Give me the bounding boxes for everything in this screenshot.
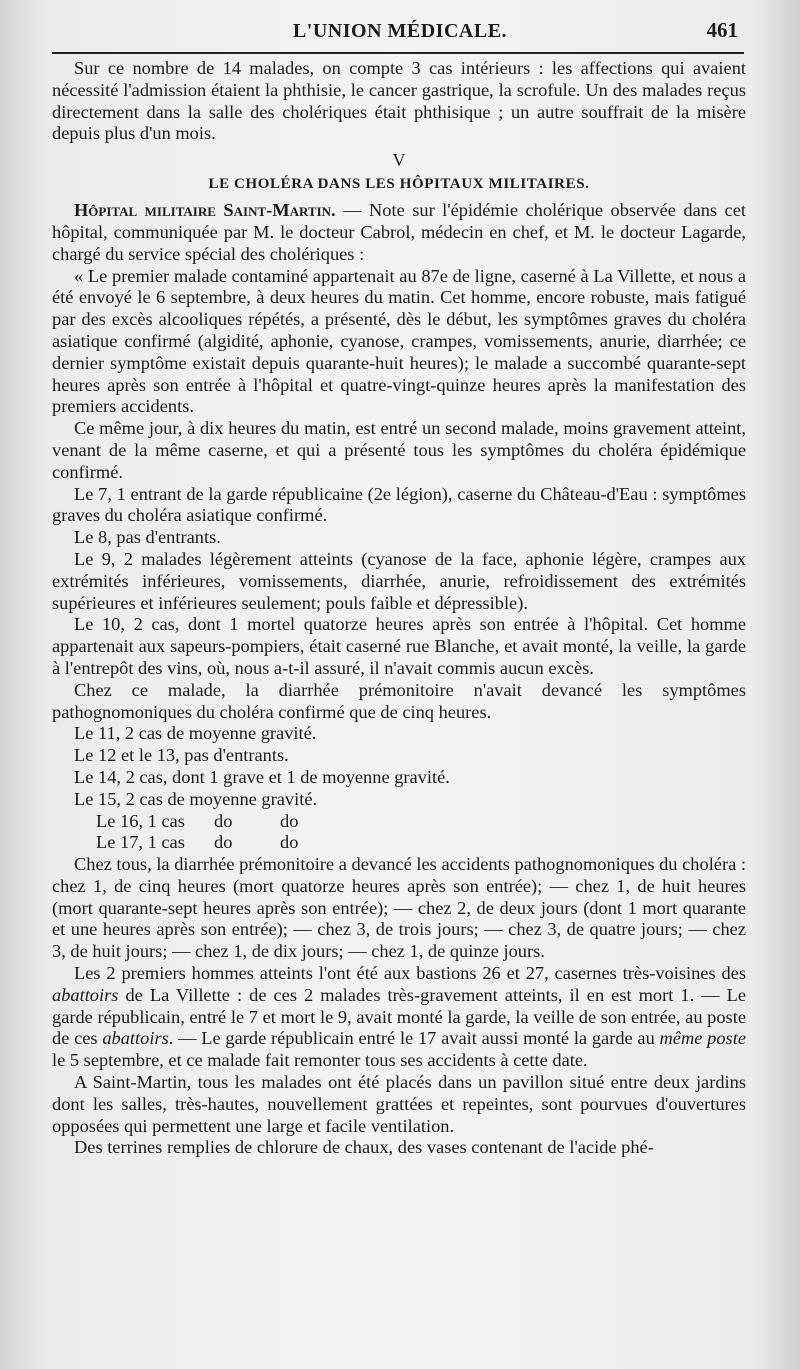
daily-entry: Le 14, 2 cas, dont 1 grave et 1 de moyenne gravité. <box>74 766 450 787</box>
hospital-name: Hôpital militaire Saint-Martin. <box>74 200 336 221</box>
italic-term: même poste <box>659 1028 746 1049</box>
paragraph <box>52 963 746 1072</box>
italic-term: abattoirs <box>52 984 119 1005</box>
paragraph: Le 9, 2 malades légèrement atteints (cyanose de la face, aphonie légère, crampes aux extrémités inférieures, vomissements, diarrhée, anurie, refroidissement des extrémités supérieures et inférieures seulement; pouls faible et dépressible). <box>52 548 746 613</box>
paragraph: Chez ce malade, la diarrhée prémonitoire n'avait devancé les symptômes pathognomoniques du choléra confirmé que de cinq heures. <box>52 679 746 722</box>
text-run: de La Villette : de ces 2 malades très-gravement atteints, il en est mort 1. — Le garde républicain, entré le 7 et mort le 9, avait monté la garde, la veille de son entrée, au poste de ces <box>52 984 746 1049</box>
paragraph: Le 10, 2 cas, dont 1 mortel quatorze heures après son entrée à l'hôpital. Cet homme appartenait aux sapeurs-pompiers, était caserné rue Blanche, et avait monté, la veille, la garde à l'entrepôt des vins, où, nous a-t-il assuré, il n'avait commis aucun excès. <box>52 614 746 678</box>
paragraph: Le 7, 1 entrant de la garde républicaine (2e légion), caserne du Château-d'Eau : symptômes graves du choléra asiatique confirmé. <box>52 483 746 526</box>
section-title: LE CHOLÉRA DANS LES HÔPITAUX MILITAIRES. <box>208 176 590 193</box>
paragraph: Des terrines remplies de chlorure de chaux, des vases contenant de l'acide phé- <box>74 1137 654 1158</box>
ditto-mark: do <box>214 832 233 853</box>
daily-entry: Le 15, 2 cas de moyenne gravité. <box>74 788 318 809</box>
paragraph: « Le premier malade contaminé appartenait au 87e de ligne, caserné à La Villette, et nous a été envoyé le 6 septembre, à deux heures du matin. Cet homme, encore robuste, mais fatigué par des excès alcooliques répétés, a présenté, dès le début, les symptômes graves du choléra asiatique confirmé (algidité, aphonie, cyanose, crampes, vomissements, anurie, diarrhée; ce dernier symptôme existait depuis quarante-huit heures); le malade a succombé quarante-sept heures après son entrée à l'hôpital et quatre-vingt-quinze heures après la manifestation des premiers accidents. <box>52 265 746 417</box>
text-run: le 5 septembre, et ce malade fait remonter tous ses accidents à cette date. <box>52 1050 588 1071</box>
ditto-label: Le 17, 1 cas <box>96 832 185 853</box>
paragraph: A Saint-Martin, tous les malades ont été placés dans un pavillon situé entre deux jardins dont les salles, très-hautes, nouvellement grattées et repeintes, sont pourvues d'ouvertures opposées qui permettent une large et facile ventilation. <box>52 1072 746 1136</box>
ditto-label: Le 16, 1 cas <box>96 810 185 831</box>
ditto-row <box>52 832 746 854</box>
hospital-paragraph <box>52 200 746 265</box>
text-run: . — Le garde républicain entré le 17 avait aussi monté la garde au <box>168 1028 660 1049</box>
paragraph: Le 8, pas d'entrants. <box>74 527 221 548</box>
ditto-mark: do <box>214 810 233 831</box>
section-number: V <box>392 150 406 171</box>
article-body <box>52 58 746 1159</box>
paragraph: Chez tous, la diarrhée prémonitoire a devancé les accidents pathognomoniques du choléra : chez 1, de cinq heures (mort quatorze heures après son entrée); — chez 1, de huit heures (mort quarante-sept heures après son entrée); — chez 2, de deux jours (dont 1 mort quarante et une heures après son entrée); — chez 3, de trois jours; — chez 3, de quatre jours; — chez 3, de huit jours; — chez 1, de dix jours; — chez 1, de quinze jours. <box>52 854 746 962</box>
header-rule <box>52 52 744 54</box>
ditto-row <box>52 811 746 833</box>
ditto-mark: do <box>280 832 299 853</box>
daily-entry: Le 12 et le 13, pas d'entrants. <box>74 745 289 766</box>
italic-term: abattoirs <box>102 1028 169 1049</box>
hospital-intro: — Note sur l'épidémie cholérique observée dans cet hôpital, communiquée par M. le docteur Cabrol, médecin en chef, et M. le docteur Lagarde, chargé du service spécial des cholériques : <box>52 200 746 264</box>
text-run: Les 2 premiers hommes atteints l'ont été aux bastions 26 et 27, casernes très-voisines des <box>74 963 746 984</box>
intro-paragraph: Sur ce nombre de 14 malades, on compte 3 cas intérieurs : les affections qui avaient nécessité l'admission étaient la phthisie, le cancer gastrique, la scrofule. Un des malades reçus directement dans la salle des cholériques était phthisique ; un autre souffrait de la misère depuis plus d'un mois. <box>52 58 746 144</box>
paragraph: Ce même jour, à dix heures du matin, est entré un second malade, moins gravement atteint, venant de la même caserne, et qui a présenté tous les symptômes du choléra épidémique confirmé. <box>52 418 746 482</box>
page-number: 461 <box>706 18 738 42</box>
running-title: L'UNION MÉDICALE. <box>292 20 508 42</box>
ditto-mark: do <box>280 810 299 831</box>
daily-entry: Le 11, 2 cas de moyenne gravité. <box>74 723 317 744</box>
page-header <box>52 14 748 54</box>
